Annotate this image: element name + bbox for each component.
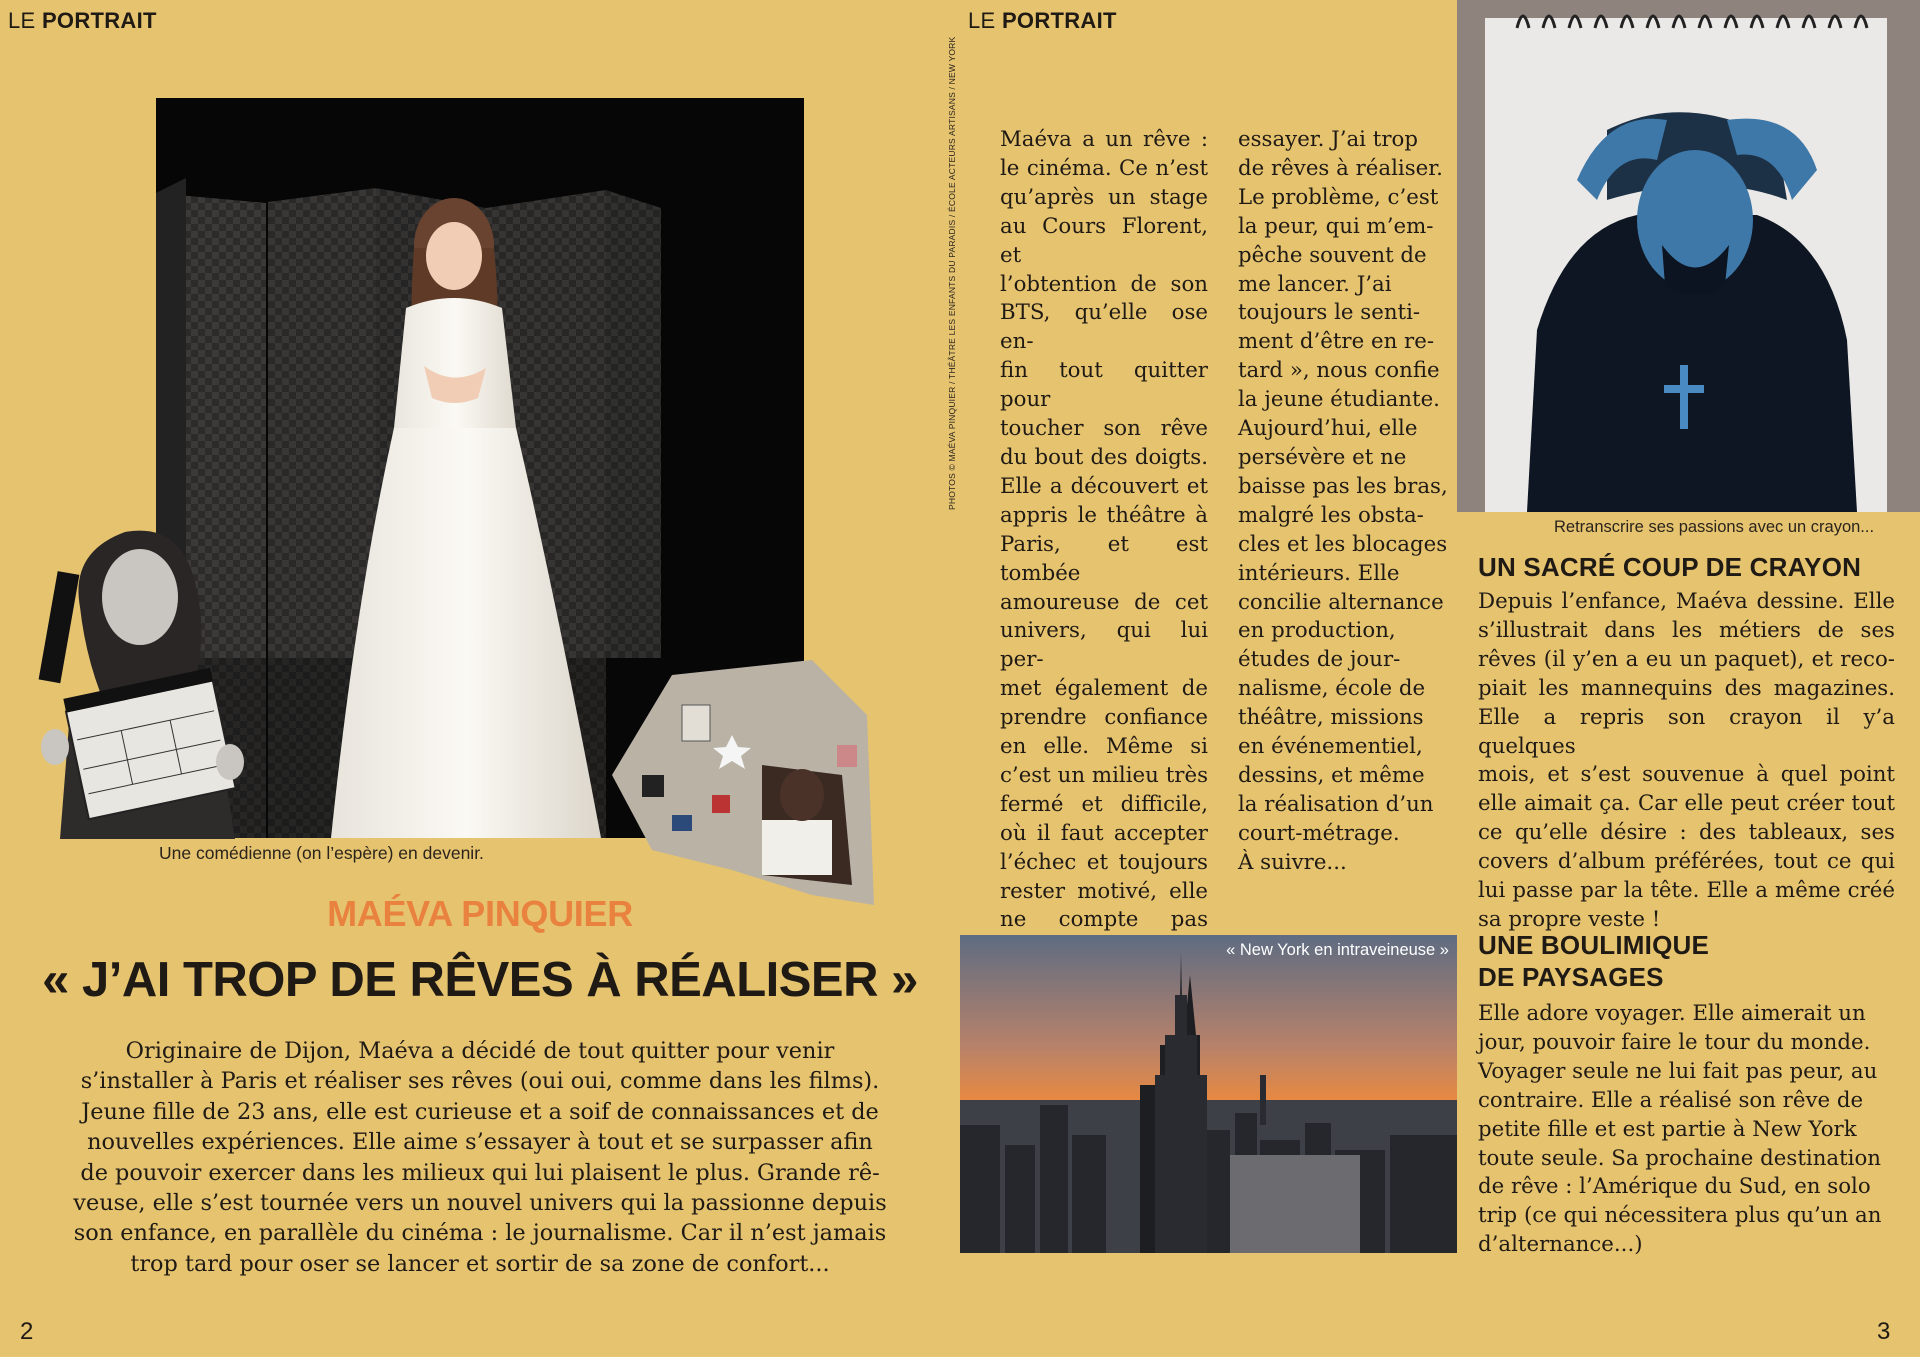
right-page-number: 3 xyxy=(1877,1318,1891,1345)
photo-credit: PHOTOS © MAÉVA PINQUIER / THÉÂTRE LES ENFANTS DU PARADIS / ÉCOLE ACTEURS ARTISANS / NEW YORK xyxy=(947,36,957,510)
body-column-2: essayer. J’ai trop de rêves à réaliser. Le problème, c’est la peur, qui m’em- pêche souvent de me lancer. J’ai toujours le senti- ment d’être en re- tard », nous confie la jeune étudiante. Aujourd’hui, elle persévère et ne baisse pas les bras, malgré les obsta- cles et les blocages intérieurs. Elle concilie alternance en production, études de jour- nalisme, école de théâtre, missions en événementiel, dessins, et même la réalisation d’un court-métrage. À suivre... xyxy=(1238,127,1448,875)
body-column-1: Maéva a un rêve : le cinéma. Ce n’est qu’après un stage au Cours Florent, et l’obtention de son BTS, qu’elle ose en- fin tout quitter pour toucher son rêve du bout des doigts. Elle a découvert et appris le théâtre à Paris, et est tombée amoureuse de cet univers, qui lui per- met également de prendre confiance en elle. Même si c’est un milieu très fermé et difficile, où il faut accepter l’échec et toujours rester motivé, elle ne compte pas xyxy=(1000,127,1208,933)
left-running-header: LE PORTRAIT xyxy=(8,8,157,33)
clapperboard-cutout xyxy=(30,512,245,839)
article-kicker: MAÉVA PINQUIER xyxy=(327,893,633,934)
section-title-travel: UNE BOULIMIQUE DE PAYSAGES xyxy=(1478,930,1710,992)
stage-photo-caption: Une comédienne (on l’espère) en devenir. xyxy=(159,843,484,863)
sketchbook-caption: Retranscrire ses passions avec un crayon... xyxy=(1554,518,1875,536)
sketchbook-drawing-photo xyxy=(1457,0,1920,512)
painted-jacket-cutout xyxy=(612,655,874,910)
section-body-travel: Elle adore voyager. Elle aimerait un jour, pouvoir faire le tour du monde. Voyager seule ne lui fait pas peur, au contraire. Elle a réalisé son rêve de petite fille et est partie à New York toute seule. Sa prochaine destination de rêve : l’Amérique du Sud, en solo trip (ce qui nécessitera plus qu’un an d’alternance...) xyxy=(1478,1001,1882,1258)
left-page-number: 2 xyxy=(20,1318,34,1345)
article-intro: Originaire de Dijon, Maéva a décidé de tout quitter pour venir s’installer à Paris et réaliser ses rêves (oui oui, comme dans les films). Jeune fille de 23 ans, elle est curieuse et a soif de connaissances et de nouvelles expériences. Elle aime s’essayer à tout et se surpasser afin de pouvoir exercer dans les milieux qui lui plaisent le plus. Grande rê- veuse, elle s’est tournée vers un nouvel univers qui la passionne depuis son enfance, en parallèle du cinéma : le journalisme. Car il n’est jamais trop tard pour oser se lancer et sortir de sa zone de confort... xyxy=(73,1038,887,1277)
article-headline: « J’AI TROP DE RÊVES À RÉALISER » xyxy=(42,953,918,1007)
section-body-drawing: Depuis l’enfance, Maéva dessine. Elle s’illustrait dans les métiers de ses rêves (il y’en a eu un paquet), et reco- piait les mannequins des magazines. Elle a repris son crayon il y’a quelques mois, et s’est souvenue à quel point elle aimait ça. Car elle peut créer tout ce qu’elle désire : des tableaux, ses covers d’album préférées, tout ce qui lui passe par la tête. Elle a même créé sa propre veste ! xyxy=(1478,589,1895,932)
new-york-skyline-photo xyxy=(960,935,1457,1253)
right-running-header: LE PORTRAIT xyxy=(968,8,1117,33)
section-title-drawing: UN SACRÉ COUP DE CRAYON xyxy=(1478,552,1862,582)
new-york-photo-caption: « New York en intraveineuse » xyxy=(1226,941,1449,959)
